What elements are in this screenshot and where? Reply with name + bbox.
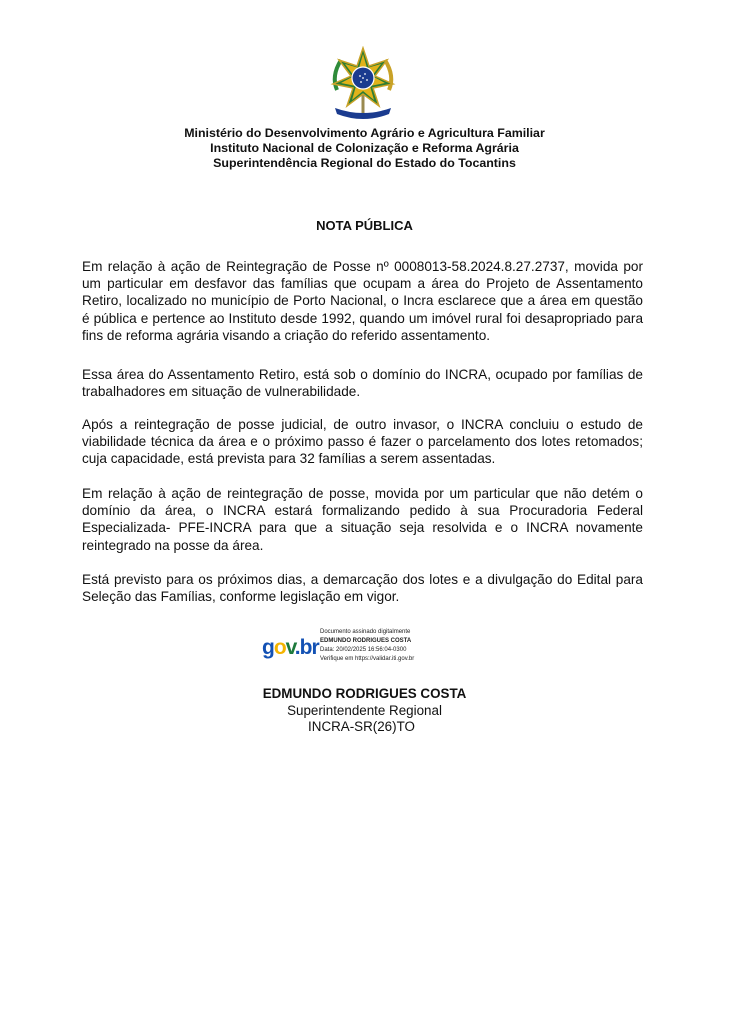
paragraph-3: Após a reintegração de posse judicial, de outro invasor, o INCRA concluiu o estudo de viabilidade técnica da área e o próximo passo é fazer o parcelamento dos lotes retomados; cuja capacidade, está prevista para 32 famílias a serem assentadas. [82,417,643,467]
institution-header [0,126,729,171]
ministry-name: Ministério do Desenvolvimento Agrário e Agricultura Familiar [184,126,545,140]
signatory-org: INCRA-SR(26)TO [308,719,415,734]
paragraph-2: Essa área do Assentamento Retiro, está sob o domínio do INCRA, ocupado por famílias de trabalhadores em situação de vulnerabilidade. [82,367,643,400]
paragraph-4: Em relação à ação de reintegração de posse, movida por um particular que não detém o domínio da área, o INCRA estará formalizando pedido à sua Procuradoria Federal Especializada- PFE-INCRA para que a situação seja resolvida e o INCRA novamente reintegrado na posse da área. [82,486,643,553]
digital-signature-stamp [262,626,462,670]
signatory-name: EDMUNDO RODRIGUES COSTA [262,686,467,701]
document-title: NOTA PÚBLICA [316,218,413,233]
paragraph-1: Em relação à ação de Reintegração de Posse nº 0008013-58.2024.8.27.2737, movida por um particular em desfavor das famílias que ocupam a área do Projeto de Assentamento Retiro, localizado no município de Porto Nacional, o Incra esclarece que a área em questão é pública e pertence ao Instituto desde 1992, quando um imóvel rural foi desapropriado para fins de reforma agrária visando a criação do referido assentamento. [82,259,643,343]
signature-verify: Verifique em https://validar.iti.gov.br [320,656,415,662]
signature-details [320,628,414,664]
signature-date: Data: 20/02/2025 16:56:04-0300 [320,647,407,653]
institute-name: Instituto Nacional de Colonização e Reforma Agrária [210,141,519,155]
signatory-role: Superintendente Regional [287,702,442,718]
superintendence-name: Superintendência Regional do Estado do Tocantins [213,156,516,170]
paragraph-5: Está previsto para os próximos dias, a demarcação dos lotes e a divulgação do Edital para Seleção das Famílias, conforme legislação em vigor. [82,572,643,605]
brazil-coat-of-arms-icon [327,46,399,122]
signatory-block [0,686,729,736]
signature-signer: EDMUNDO RODRIGUES COSTA [320,638,412,644]
signature-label: Documento assinado digitalmente [320,629,411,635]
govbr-logo: gov.br [262,636,319,659]
